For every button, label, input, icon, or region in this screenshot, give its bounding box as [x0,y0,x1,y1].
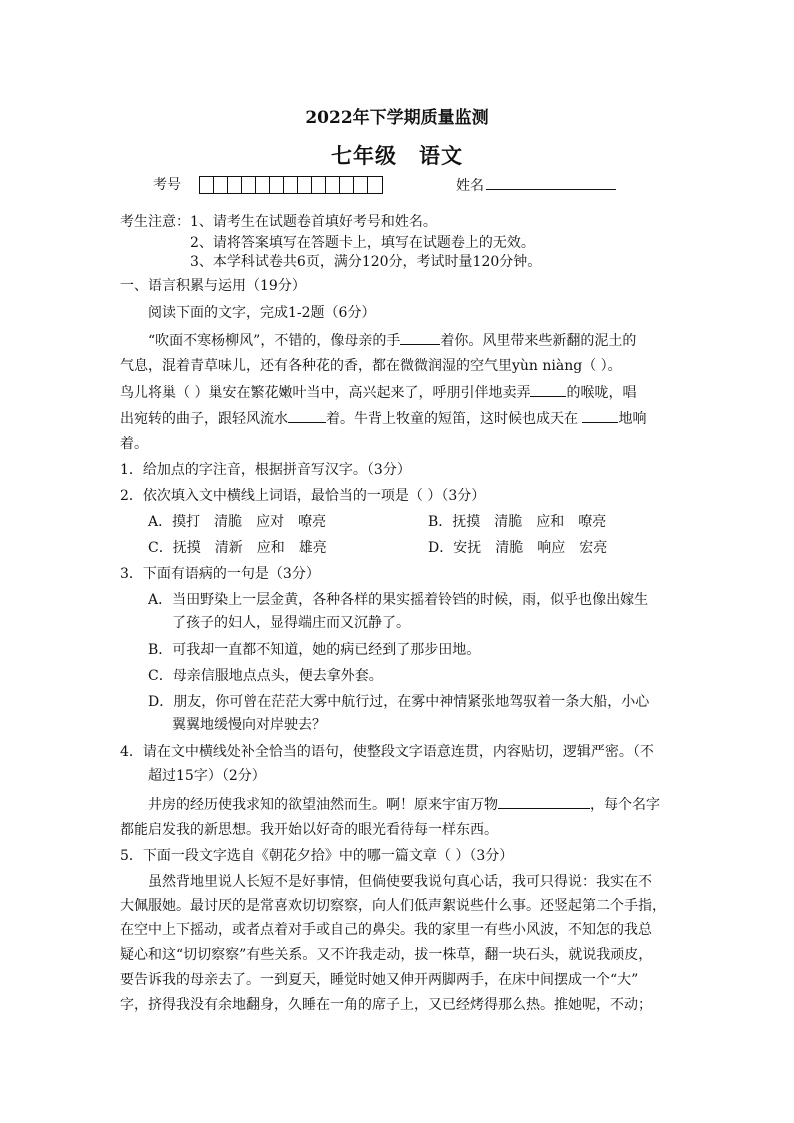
passage-line [120,408,646,429]
exam-number-box[interactable] [228,177,242,193]
section-heading: 一、语言积累与运用（19分） [120,278,306,294]
exam-number-box[interactable] [340,177,354,193]
subject-label: 语文 [419,143,463,168]
passage-text: 出宛转的曲子，跟轻风流水 [120,411,288,427]
passage-text: 井房的经历使我求知的欲望油然而生。啊！原来宇宙万物 [148,797,498,813]
question-4-cont: 超过15字）（2分） [148,768,266,784]
exam-subtitle [0,140,794,170]
fill-blank[interactable] [400,330,440,345]
name-label: 姓名 [456,178,484,194]
option-c[interactable]: C．母亲信服地点点头，便去拿外套。 [148,668,383,684]
name-field[interactable] [486,175,616,190]
q5-passage-line: 大佩服她。最讨厌的是常喜欢切切察察，向人们低声絮说些什么事。还竖起第二个手指， [120,898,666,914]
q5-passage-line: 字，挤得我没有余地翻身，久睡在一角的席子上，又已经烤得那么热。推她呢，不动； [120,997,652,1013]
q5-passage-line: 要告诉我的母亲去了。一到夏天，睡觉时她又伸开两脚两手，在床中间摆成一个“大” [120,972,639,988]
exam-number-row [153,175,383,195]
q4-passage-line: 都能启发我的新思想。我开始以好奇的眼光看待每一样东西。 [120,822,498,838]
notice-item: 2、请将答案填写在答题卡上，填写在试题卷上的无效。 [190,235,535,251]
exam-number-box[interactable] [354,177,368,193]
q5-passage-line: 在空中上下摇动，或者点着对手或自己的鼻尖。我的家里一有些小风波，不知怎的我总 [120,922,652,938]
exam-number-box[interactable] [270,177,284,193]
notice-item: 1、请考生在试题卷首填好考号和姓名。 [190,214,437,230]
option-d[interactable]: D．安抚 清脆 响应 宏亮 [428,540,608,556]
fill-blank[interactable] [582,408,618,423]
exam-number-label: 考号 [153,177,181,193]
passage-text: “吹面不寒杨柳风”，不错的，像母亲的手 [148,333,401,349]
exam-number-box[interactable] [312,177,326,193]
question-2: 2．依次填入文中横线上词语，最恰当的一项是（ ）（3分） [120,488,486,504]
exam-number-box[interactable] [284,177,298,193]
q5-passage-line: 虽然背地里说人长短不是好事情，但倘使要我说句真心话，我可只得说：我实在不 [148,874,652,890]
exam-number-box[interactable] [256,177,270,193]
exam-number-box[interactable] [368,177,382,193]
question-4: 4．请在文中横线处补全恰当的语句，使整段文字语意连贯，内容贴切，逻辑严密。（不 [120,744,654,760]
option-d-cont: 翼翼地缓慢向对岸驶去？ [172,717,326,733]
fill-blank[interactable] [498,794,590,809]
passage-line [148,330,636,351]
exam-number-box[interactable] [298,177,312,193]
option-c[interactable]: C．抚摸 清新 应和 雄亮 [148,540,327,556]
question-1: 1．给加点的字注音，根据拼音写汉字。（3分） [120,462,411,478]
passage-text: 着。牛背上牧童的短笛，这时候也成天在 [326,411,583,427]
passage-text: 着你。风里带来些新翻的泥土的 [440,333,637,349]
grade-label: 七年级 [331,143,397,168]
question-5: 5．下面一段文字选自《朝花夕拾》中的哪一篇文章（ ）（3分） [120,848,514,864]
notice-item: 3、本学科试卷共6页，满分120分，考试时量120分钟。 [190,254,542,270]
option-b[interactable]: B．可我却一直都不知道，她的病已经到了那步田地。 [148,642,481,658]
exam-number-box[interactable] [214,177,228,193]
reading-intro: 阅读下面的文字，完成1-2题（6分） [148,305,376,321]
fill-blank[interactable] [530,382,566,397]
question-3: 3．下面有语病的一句是（3分） [120,566,320,582]
exam-title: 2022年下学期质量监测 [305,108,489,128]
fill-blank[interactable] [288,408,326,423]
option-a-cont: 了孩子的妇人，显得端庄而又沉静了。 [172,615,410,631]
exam-number-box[interactable] [200,177,214,193]
option-d[interactable]: D．朋友，你可曾在茫茫大雾中航行过，在雾中神情紧张地驾驭着一条大船，小心 [148,694,650,710]
notice-label: 考生注意： [120,214,190,230]
exam-number-box[interactable] [326,177,340,193]
passage-text: 鸟儿将巢（ ）巢安在繁花嫩叶当中，高兴起来了，呼朋引伴地卖弄 [120,385,531,401]
option-a[interactable]: A．当田野染上一层金黄，各种各样的果实摇着铃铛的时候，雨，似乎也像出嫁生 [148,592,649,608]
option-a[interactable]: A．摸打 清脆 应对 嘹亮 [148,514,327,530]
notice-line-1 [120,212,437,232]
name-row [456,175,616,196]
option-b[interactable]: B．抚摸 清脆 应和 嘹亮 [428,514,607,530]
passage-line: 着。 [120,436,148,452]
q4-passage-line [148,794,660,815]
q5-passage-line: 疑心和这“切切察察”有些关系。又不许我走动，拔一株草，翻一块石头，就说我顽皮， [120,947,653,963]
passage-text: 地响 [618,411,647,427]
passage-line: 气息，混着青草味儿，还有各种花的香，都在微微润湿的空气里yùn niàng（ ）。 [120,358,622,374]
passage-text: 的喉咙，唱 [566,385,637,401]
passage-text: ，每个名字 [590,797,660,813]
exam-number-boxes[interactable] [199,176,383,194]
exam-number-box[interactable] [242,177,256,193]
passage-line [120,382,636,403]
